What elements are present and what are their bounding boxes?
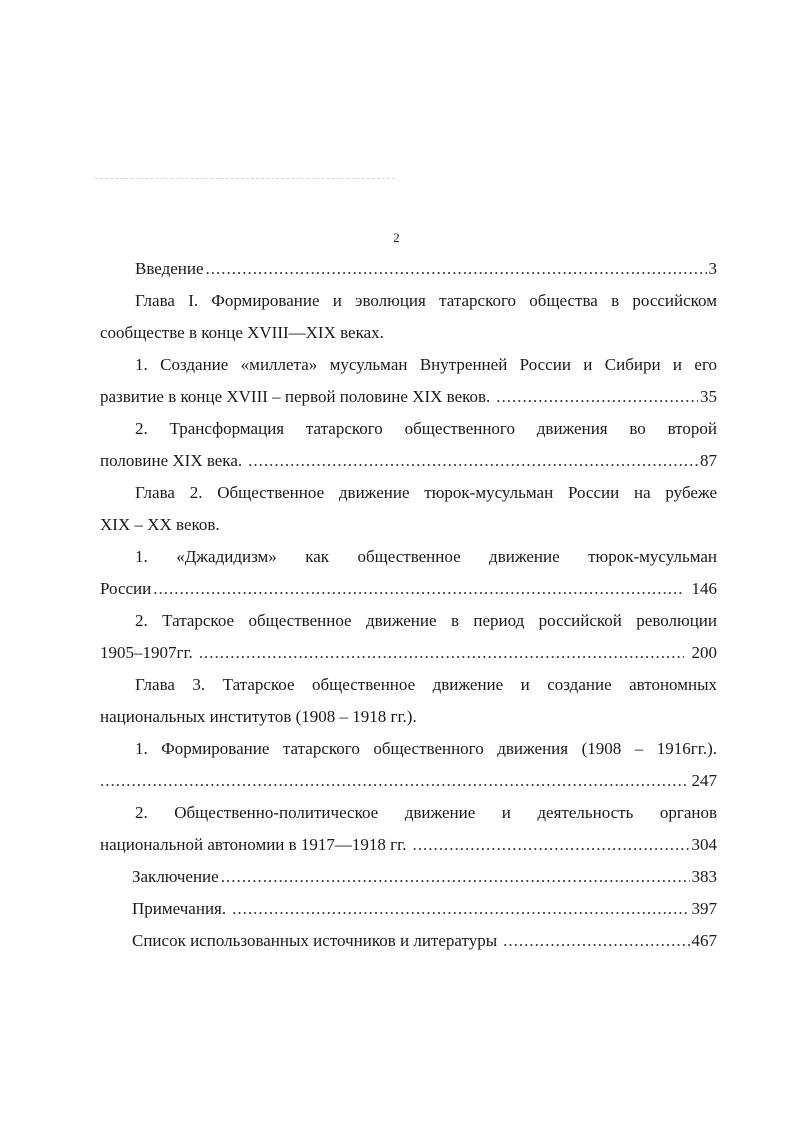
leader-dots <box>153 573 681 605</box>
leader-dots <box>100 765 686 797</box>
toc-page-number: 200 <box>691 643 717 662</box>
leader-dots <box>206 253 707 285</box>
toc-chapter-3 <box>100 669 717 733</box>
table-of-contents <box>100 253 717 957</box>
toc-section-2-1 <box>100 541 717 605</box>
leader-dots <box>412 829 689 861</box>
toc-section-2-2 <box>100 605 717 669</box>
toc-chapter-2 <box>100 477 717 541</box>
toc-section-title-line1: 1. Формирование татарского общественного движения (1908 – 1916гг.). <box>135 739 717 758</box>
page-number: 2 <box>393 230 400 245</box>
leader-dots <box>221 861 690 893</box>
toc-section-title-line1: 2. Трансформация татарского общественного движения во второй <box>135 419 717 438</box>
leader-dots <box>199 637 684 669</box>
toc-entry-sources <box>100 925 717 957</box>
toc-chapter-title-line2: национальных институтов (1908 – 1918 гг.). <box>100 707 417 726</box>
scan-artifact <box>95 178 395 182</box>
toc-section-title-line1: 1. Создание «миллета» мусульман Внутренней России и Сибири и его <box>135 355 717 374</box>
toc-entry-label: Заключение <box>132 867 219 886</box>
toc-chapter-title-line1: Глава 2. Общественное движение тюрок-мусульман России на рубеже <box>135 483 717 502</box>
leader-dots <box>248 445 698 477</box>
toc-section-title-line1: 1. «Джадидизм» как общественное движение тюрок-мусульман <box>135 547 717 566</box>
toc-page-number: 304 <box>691 835 717 854</box>
toc-section-title-line1: 2. Татарское общественное движение в период российской революции <box>135 611 717 630</box>
leader-dots <box>503 925 689 957</box>
toc-section-3-1 <box>100 733 717 797</box>
toc-page-number: 383 <box>691 867 717 886</box>
toc-section-title-line2: половине XIX века. <box>100 451 243 470</box>
toc-section-3-2 <box>100 797 717 861</box>
toc-page-number: 397 <box>691 899 717 918</box>
toc-entry-intro <box>100 253 717 285</box>
toc-chapter-title-line2: сообществе в конце XVIII—XIX веках. <box>100 323 384 342</box>
toc-page-number: 35 <box>700 387 717 406</box>
leader-dots <box>496 381 698 413</box>
toc-section-title-line2: национальной автономии в 1917—1918 гг. <box>100 835 407 854</box>
toc-chapter-title-line1: Глава I. Формирование и эволюция татарского общества в российском <box>135 291 717 310</box>
toc-page-number: 87 <box>700 451 717 470</box>
toc-section-title-line1: 2. Общественно-политическое движение и деятельность органов <box>135 803 717 822</box>
toc-entry-label: Список использованных источников и литературы <box>132 931 498 950</box>
toc-section-1-1 <box>100 349 717 413</box>
toc-section-title-line2: России <box>100 579 152 598</box>
toc-page-number: 247 <box>691 771 717 790</box>
toc-chapter-title-line1: Глава 3. Татарское общественное движение и создание автономных <box>135 675 717 694</box>
toc-chapter-1 <box>100 285 717 349</box>
toc-section-title-line2: развитие в конце XVIII – первой половине XIX веков. <box>100 387 491 406</box>
toc-page-number: 3 <box>708 259 717 278</box>
toc-section-1-2 <box>100 413 717 477</box>
leader-dots <box>232 893 689 925</box>
toc-entry-label: Введение <box>135 259 204 278</box>
toc-section-title-line2: 1905–1907гг. <box>100 643 193 662</box>
toc-entry-conclusion <box>100 861 717 893</box>
toc-chapter-title-line2: XIX – XX веков. <box>100 515 220 534</box>
toc-entry-label: Примечания. <box>132 899 227 918</box>
toc-page-number: 467 <box>691 931 717 950</box>
toc-page-number: 146 <box>691 579 717 598</box>
toc-entry-notes <box>100 893 717 925</box>
